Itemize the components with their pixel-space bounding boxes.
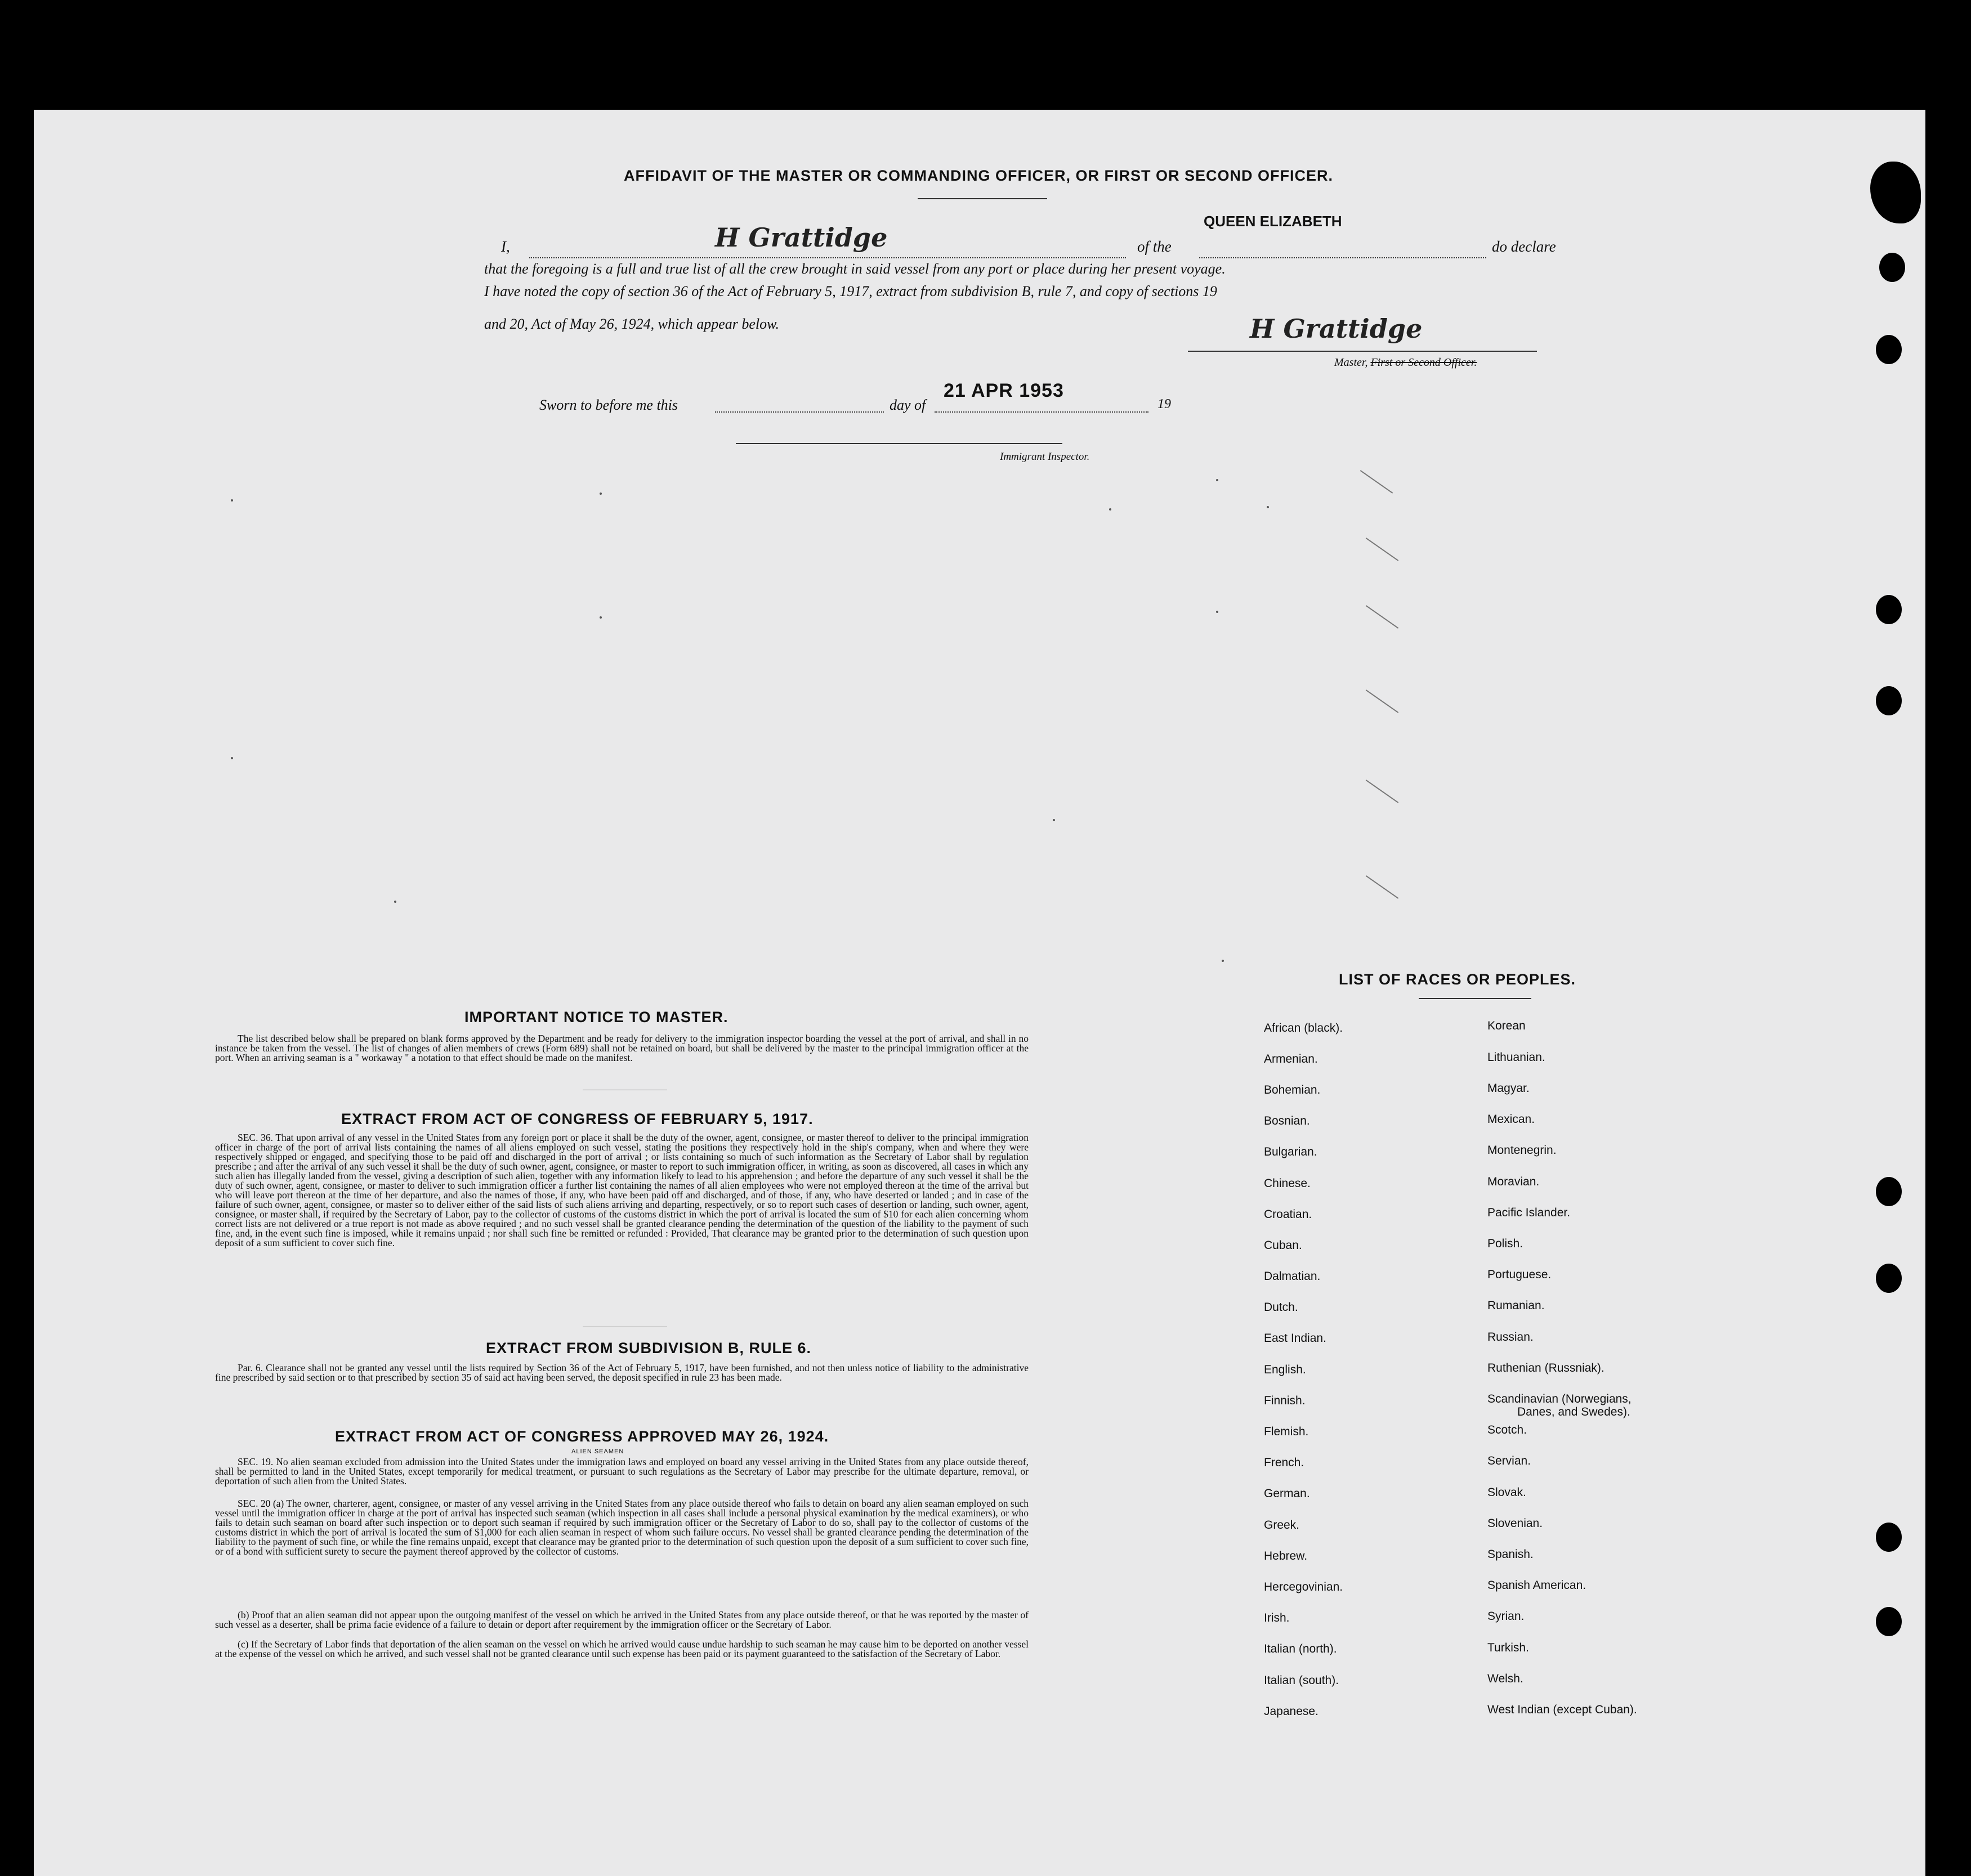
punch-hole-icon bbox=[1876, 686, 1902, 715]
race-left-item: Bosnian. bbox=[1264, 1114, 1310, 1127]
bleed-mark bbox=[1366, 605, 1398, 629]
race-right-item: Slovak. bbox=[1487, 1486, 1526, 1499]
speck bbox=[1267, 506, 1269, 508]
speck bbox=[600, 492, 602, 495]
extract-1924-title: EXTRACT FROM ACT OF CONGRESS APPROVED MAY 26, 1924. bbox=[335, 1428, 829, 1445]
race-right-item: Russian. bbox=[1487, 1331, 1534, 1344]
speck bbox=[394, 901, 396, 903]
inspector-label: Immigrant Inspector. bbox=[1000, 451, 1090, 463]
subdivision-title: EXTRACT FROM SUBDIVISION B, RULE 6. bbox=[486, 1340, 812, 1356]
extract-1917-body: SEC. 36. That upon arrival of any vessel in the United States from any foreign port or place it shall be the duty of the owner, agent, consignee, or master thereof to deliver to the principal immigration officer in charge of the port of arrival lists containing the names of all aliens employed on such vessel, stating the positions they respectively hold in the ship's company, when and where they were respectively shipped or engaged, and specifying those to be paid off and discharged in the port of arrival ; or lists containing so much of such information as the Secretary of Labor shall by regulation prescribe ; and after the arrival of any such vessel it shall be the duty of such owner, agent, consignee, or master to report to such immigration officer, in writing, as soon as discovered, all cases in which any such alien has illegally landed from the vessel, giving a description of such alien, together with any information likely to lead to his apprehension ; and before the departure of any such vessel it shall be the duty of such owner, agent, consignee, or master to deliver to such immigration officer a further list containing the names of all alien employees who were not employed thereon at the time of the arrival but who will leave port thereon at the time of her departure, and also the names of those, if any, who have been paid off and discharged, and of those, if any, who have deserted or landed ; and in case of the failure of such owner, agent, consignee, or master so to deliver either of the said lists of such aliens arriving and departing, respectively, or so to report such cases of desertion or landing, such owner, agent, consignee, or master shall, if required by the Secretary of Labor, pay to the collector of customs of the customs district in which the port of arrival is located the sum of $10 for each alien concerning whom correct lists are not delivered or a true report is not made as above required ; and no such vessel shall be granted clearance pending the determination of the question of the liability to the payment of such fine, and, in the event such fine is imposed, while it remains unpaid ; nor shall such fine be remitted or refunded : Provided, That clearance may be granted prior to the determination of such question upon deposit of a sum sufficient to cover such fine. bbox=[215, 1132, 1029, 1248]
punch-hole-icon bbox=[1876, 1177, 1902, 1206]
do-declare-label: do declare bbox=[1492, 238, 1556, 255]
speck bbox=[1053, 819, 1055, 821]
punch-hole-icon bbox=[1876, 1607, 1902, 1636]
race-right-item: Syrian. bbox=[1487, 1610, 1525, 1623]
officer-signature: H Grattidge bbox=[715, 222, 888, 253]
sec20c-body: (c) If the Secretary of Labor finds that deportation of the alien seaman on the vessel on which he arrived would cause undue hardship to such seaman he may cause him to be deported on another vessel at the expense of the vessel on which he arrived, and such vessel shall not be granted clearance until such expense has been paid or its payment guaranteed to the satisfaction of the Secretary of Labor. bbox=[215, 1638, 1029, 1659]
race-right-item: Servian. bbox=[1487, 1454, 1531, 1467]
races-title: LIST OF RACES OR PEOPLES. bbox=[1339, 971, 1576, 988]
race-left-item: Chinese. bbox=[1264, 1177, 1311, 1190]
speck bbox=[1109, 508, 1111, 511]
notice-title: IMPORTANT NOTICE TO MASTER. bbox=[464, 1009, 728, 1026]
punch-hole-icon bbox=[1876, 1264, 1902, 1293]
year-suffix: 19 bbox=[1157, 397, 1171, 411]
punch-hole-icon bbox=[1876, 335, 1902, 364]
race-right-item: Spanish. bbox=[1487, 1548, 1534, 1561]
race-right-item: Welsh. bbox=[1487, 1672, 1523, 1685]
race-left-item: French. bbox=[1264, 1456, 1304, 1469]
race-left-item: German. bbox=[1264, 1487, 1310, 1500]
affidavit-line4: and 20, Act of May 26, 1924, which appear below. bbox=[484, 316, 780, 332]
race-left-item: Italian (south). bbox=[1264, 1674, 1339, 1687]
race-left-item: East Indian. bbox=[1264, 1332, 1326, 1345]
race-left-item: Finnish. bbox=[1264, 1394, 1306, 1407]
race-left-item: Bohemian. bbox=[1264, 1083, 1321, 1096]
race-right-item: Portuguese. bbox=[1487, 1268, 1552, 1281]
punch-hole-icon bbox=[1879, 253, 1905, 282]
race-right-item: Montenegrin. bbox=[1487, 1144, 1557, 1157]
bleed-mark bbox=[1366, 875, 1398, 899]
race-left-item: Irish. bbox=[1264, 1611, 1290, 1624]
race-left-item: Armenian. bbox=[1264, 1053, 1318, 1065]
sworn-label: Sworn to before me this bbox=[539, 397, 678, 413]
affidavit-line1: I, bbox=[501, 238, 510, 255]
bleed-mark bbox=[1366, 780, 1398, 803]
race-left-item: Dutch. bbox=[1264, 1301, 1298, 1314]
race-right-item: Ruthenian (Russniak). bbox=[1487, 1362, 1604, 1374]
affidavit-line2: that the foregoing is a full and true list of all the crew brought in said vessel from any port or place during her present voyage. bbox=[484, 261, 1226, 277]
extract-1924-subtitle: ALIEN SEAMEN bbox=[571, 1448, 624, 1455]
race-right-item: Scotch. bbox=[1487, 1423, 1527, 1436]
document-page bbox=[34, 110, 1925, 1876]
speck bbox=[1216, 479, 1218, 481]
race-right-item: Korean bbox=[1487, 1019, 1526, 1032]
race-right-item: Polish. bbox=[1487, 1237, 1523, 1250]
sec19-body: SEC. 19. No alien seaman excluded from admission into the United States under the immigration laws and employed on board any vessel arriving in the United States from any place outside thereof, shall be permitted to land in the United States, except temporarily for medical treatment, or pursuant to such regulations as the Secretary of Labor may prescribe for the ultimate departure, removal, or deportation of such alien from the United States. bbox=[215, 1456, 1029, 1487]
race-left-item: Greek. bbox=[1264, 1519, 1300, 1532]
torn-hole-icon bbox=[1870, 162, 1921, 223]
race-right-item: Slovenian. bbox=[1487, 1517, 1543, 1530]
master-signature-line bbox=[1188, 351, 1537, 352]
date-stamp: 21 APR 1953 bbox=[944, 380, 1064, 401]
bleed-mark bbox=[1366, 538, 1398, 561]
race-left-item: Dalmatian. bbox=[1264, 1270, 1321, 1283]
title-underline bbox=[918, 198, 1047, 199]
race-left-item: Bulgarian. bbox=[1264, 1145, 1317, 1158]
subdivision-body: Par. 6. Clearance shall not be granted any vessel until the lists required by Section 36 of the Act of February 5, 1917, have been furnished, and not then unless notice of liability to the administrative fine prescribed by said section or to that prescribed by section 35 of said act having been served, the deposit specified in rule 23 has been made. bbox=[215, 1362, 1029, 1383]
race-right-item: Turkish. bbox=[1487, 1641, 1529, 1654]
race-right-item: Mexican. bbox=[1487, 1113, 1535, 1126]
race-left-item: English. bbox=[1264, 1363, 1306, 1376]
inspector-signature-line bbox=[736, 443, 1062, 444]
races-title-underline bbox=[1419, 998, 1531, 999]
affidavit-title: AFFIDAVIT OF THE MASTER OR COMMANDING OFFICER, OR FIRST OR SECOND OFFICER. bbox=[624, 167, 1333, 184]
bleed-mark bbox=[1366, 689, 1398, 713]
race-right-item: Lithuanian. bbox=[1487, 1051, 1545, 1064]
race-right-item: West Indian (except Cuban). bbox=[1487, 1703, 1637, 1716]
race-left-item: Hercegovinian. bbox=[1264, 1581, 1343, 1593]
of-the-label: of the bbox=[1137, 238, 1172, 255]
race-left-item: African (black). bbox=[1264, 1022, 1343, 1035]
day-of-label: day of bbox=[890, 397, 926, 413]
race-right-item: Spanish American. bbox=[1487, 1579, 1586, 1592]
affidavit-line3: I have noted the copy of section 36 of the Act of February 5, 1917, extract from subdivision B, rule 7, and copy of sections 19 bbox=[484, 283, 1217, 299]
speck bbox=[1222, 960, 1224, 962]
vessel-name: QUEEN ELIZABETH bbox=[1204, 213, 1342, 230]
race-left-item: Italian (north). bbox=[1264, 1642, 1337, 1655]
speck bbox=[231, 499, 233, 502]
race-left-item: Flemish. bbox=[1264, 1425, 1309, 1438]
notice-body: The list described below shall be prepared on blank forms approved by the Department and be ready for delivery to the immigration inspector boarding the vessel at the port of arrival, and shall in no instance be taken from the vessel. The list of changes of alien members of crews (Form 689) shall not be retained on board, but shall be delivered by the master to the principal immigration officer at the port. When an arriving seaman is a " workaway " a notation to that effect should be made on the manifest. bbox=[215, 1033, 1029, 1063]
sworn-day-field[interactable] bbox=[715, 395, 884, 413]
master-title: Master, First or Second Officer. bbox=[1334, 356, 1477, 369]
sec20a-body: SEC. 20 (a) The owner, charterer, agent, consignee, or master of any vessel arriving in the United States from any place outside thereof who fails to detain on board any alien seaman employed on such vessel until the immigration officer in charge at the port of arrival has inspected such seaman (which inspection in all cases shall include a personal physical examination by the medical examiners), or who fails to detain such seaman on board after such inspection or to deport such seaman if required by such immigration officer or the Secretary of Labor to do so, shall pay to the collector of customs of the customs district in which the port of arrival is located the sum of $1,000 for each alien seaman in respect of whom such failure occurs. No vessel shall be granted clearance pending the determination of the liability to the payment of such fine, or while the fine remains unpaid, except that clearance may be granted prior to the determination of such question upon the deposit of a sum sufficient to cover such fine, or of a bond with sufficient surety to secure the payment thereof approved by the collector of customs. bbox=[215, 1498, 1029, 1557]
bleed-mark bbox=[1360, 470, 1393, 494]
race-right-item: Pacific Islander. bbox=[1487, 1206, 1571, 1219]
race-right-item: Moravian. bbox=[1487, 1175, 1540, 1188]
speck bbox=[1216, 611, 1218, 613]
race-right-item: Scandinavian (Norwegians, bbox=[1487, 1393, 1632, 1405]
race-right-item: Rumanian. bbox=[1487, 1299, 1545, 1312]
race-left-item: Cuban. bbox=[1264, 1239, 1302, 1252]
vessel-field[interactable] bbox=[1199, 227, 1486, 258]
speck bbox=[600, 616, 602, 619]
punch-hole-icon bbox=[1876, 595, 1902, 624]
sec20b-body: (b) Proof that an alien seaman did not appear upon the outgoing manifest of the vessel on which he arrived in the United States from any place outside thereof, or that he was reported by the master of such vessel as a deserter, shall be prima facie evidence of a failure to detain or deport after requirement by the immigration officer or the Secretary of Labor. bbox=[215, 1609, 1029, 1630]
race-left-item: Croatian. bbox=[1264, 1208, 1312, 1221]
race-left-item: Hebrew. bbox=[1264, 1550, 1308, 1562]
master-signature: H Grattidge bbox=[1250, 314, 1423, 344]
extract-1917-title: EXTRACT FROM ACT OF CONGRESS OF FEBRUARY 5, 1917. bbox=[341, 1111, 814, 1127]
race-left-item: Japanese. bbox=[1264, 1705, 1319, 1718]
race-right-item: Danes, and Swedes). bbox=[1517, 1405, 1630, 1418]
punch-hole-icon bbox=[1876, 1523, 1902, 1552]
race-right-item: Magyar. bbox=[1487, 1082, 1530, 1095]
speck bbox=[231, 757, 233, 759]
